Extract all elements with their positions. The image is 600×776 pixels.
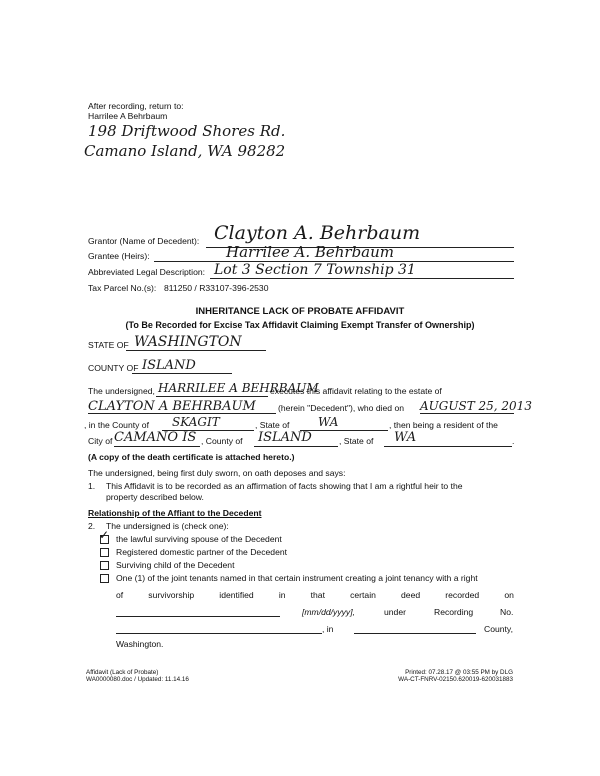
- document-title: INHERITANCE LACK OF PROBATE AFFIDAVIT: [195, 306, 405, 317]
- option-partner-label: Registered domestic partner of the Decedent: [116, 547, 288, 557]
- legal-description-label: Abbreviated Legal Description:: [88, 267, 206, 277]
- in-county-label: , in the County of: [84, 420, 149, 430]
- county-of-label: COUNTY OF: [88, 363, 139, 373]
- item1-line2: property described below.: [106, 492, 204, 502]
- state2-value: WA: [394, 430, 417, 445]
- word-that: that: [310, 590, 325, 600]
- date-format-hint: [mm/dd/yyyy],: [302, 607, 356, 617]
- item1-line1: This Affidavit is to be recorded as an affirmation of facts showing that I am a rightful heir to the: [106, 481, 463, 491]
- state1-underline: [300, 430, 388, 431]
- return-to-label: After recording, return to:: [88, 101, 184, 111]
- footer-doc-id: WA0000080.doc / Updated: 11.14.16: [86, 676, 189, 683]
- word-recording: Recording: [434, 607, 474, 617]
- herein-text: (herein "Decedent"), who died on: [278, 403, 405, 413]
- word-under: under: [384, 607, 406, 617]
- return-to-name: Harrilee A Behrbaum: [88, 111, 168, 121]
- footer-order-id: WA-CT-FNRV-02150.620019-620031883: [398, 676, 513, 683]
- resident-text: , then being a resident of the: [389, 420, 498, 430]
- sentence-period: .: [512, 436, 515, 446]
- word-survivorship: survivorship: [148, 590, 195, 600]
- recording-no-underline: [116, 633, 322, 634]
- word-on: on: [504, 590, 514, 600]
- option-joint-tenant-line1: One (1) of the joint tenants named in that certain instrument creating a joint tenancy with a right: [116, 573, 478, 583]
- undersigned-prefix: The undersigned,: [88, 386, 155, 396]
- item1-number: 1.: [88, 481, 96, 491]
- word-recorded: recorded: [445, 590, 480, 600]
- word-in: in: [278, 590, 286, 600]
- footer-form-name: Affidavit (Lack of Probate): [86, 669, 159, 676]
- city-value: CAMANO IS: [114, 430, 197, 445]
- sworn-statement: The undersigned, being first duly sworn, on oath deposes and says:: [88, 468, 346, 478]
- grantee-label: Grantee (Heirs):: [88, 251, 150, 261]
- option-child-label: Surviving child of the Decedent: [116, 560, 235, 570]
- word-washington: Washington.: [116, 639, 164, 649]
- tax-parcel-value: 811250 / R33107-396-2530: [164, 283, 269, 293]
- word-no: No.: [500, 607, 514, 617]
- word-in-county: , in: [322, 624, 334, 634]
- county2-underline: [254, 446, 338, 447]
- return-address-line2: Camano Island, WA 98282: [84, 142, 286, 160]
- city-label: City of: [88, 436, 113, 446]
- death-date-underline: [420, 413, 514, 414]
- option-joint-tenant-line2: [116, 590, 514, 600]
- item2-number: 2.: [88, 521, 96, 531]
- undersigned-suffix: executes this affidavit relating to the estate of: [270, 386, 442, 396]
- decedent-name: CLAYTON A BEHRBAUM: [88, 399, 256, 414]
- county-name-underline: [354, 633, 476, 634]
- grantor-label: Grantor (Name of Decedent):: [88, 236, 200, 246]
- state1-label: , State of: [255, 420, 290, 430]
- option-joint-tenant-checkbox[interactable]: [100, 574, 109, 583]
- legal-description-underline: [210, 278, 514, 279]
- state2-underline: [384, 446, 512, 447]
- state2-label: , State of: [339, 436, 374, 446]
- check-mark-icon: ✓: [99, 528, 110, 542]
- document-subtitle: (To Be Recorded for Excise Tax Affidavit Claiming Exempt Transfer of Ownership): [125, 320, 475, 330]
- death-date: AUGUST 25, 2013: [420, 399, 532, 413]
- word-of: of: [116, 590, 124, 600]
- word-county: County,: [484, 624, 513, 634]
- word-identified: identified: [219, 590, 254, 600]
- word-certain: certain: [350, 590, 376, 600]
- state-of-label: STATE OF: [88, 340, 129, 350]
- county2-label: , County of: [201, 436, 243, 446]
- city-underline: [114, 446, 200, 447]
- state1-value: WA: [318, 415, 339, 429]
- deed-date-underline: [116, 616, 280, 617]
- affiant-name: HARRILEE A BEHRBAUM: [158, 381, 319, 395]
- tax-parcel-label: Tax Parcel No.(s):: [88, 283, 157, 293]
- county-of-value: ISLAND: [142, 358, 196, 373]
- death-certificate-note: (A copy of the death certificate is attached hereto.): [88, 452, 295, 462]
- county2-value: ISLAND: [258, 430, 312, 445]
- item2-text: The undersigned is (check one):: [106, 521, 229, 531]
- state-of-underline: [126, 350, 266, 351]
- return-address-line1: 198 Driftwood Shores Rd.: [88, 122, 286, 140]
- option-spouse-label: the lawful surviving spouse of the Decedent: [116, 534, 282, 544]
- option-child-checkbox[interactable]: [100, 561, 109, 570]
- grantee-value: Harrilee A. Behrbaum: [226, 243, 395, 261]
- county1-value: SKAGIT: [172, 415, 220, 429]
- option-partner-checkbox[interactable]: [100, 548, 109, 557]
- legal-description-value: Lot 3 Section 7 Township 31: [214, 262, 416, 278]
- affiant-underline: [156, 396, 268, 397]
- word-deed: deed: [401, 590, 421, 600]
- grantor-value: Clayton A. Behrbaum: [214, 222, 421, 244]
- relationship-heading: Relationship of the Affiant to the Decedent: [88, 508, 262, 518]
- county-of-underline: [132, 373, 232, 374]
- state-of-value: WASHINGTON: [134, 334, 242, 350]
- footer-printed: Printed: 07.28.17 @ 03:55 PM by DLG: [405, 669, 513, 676]
